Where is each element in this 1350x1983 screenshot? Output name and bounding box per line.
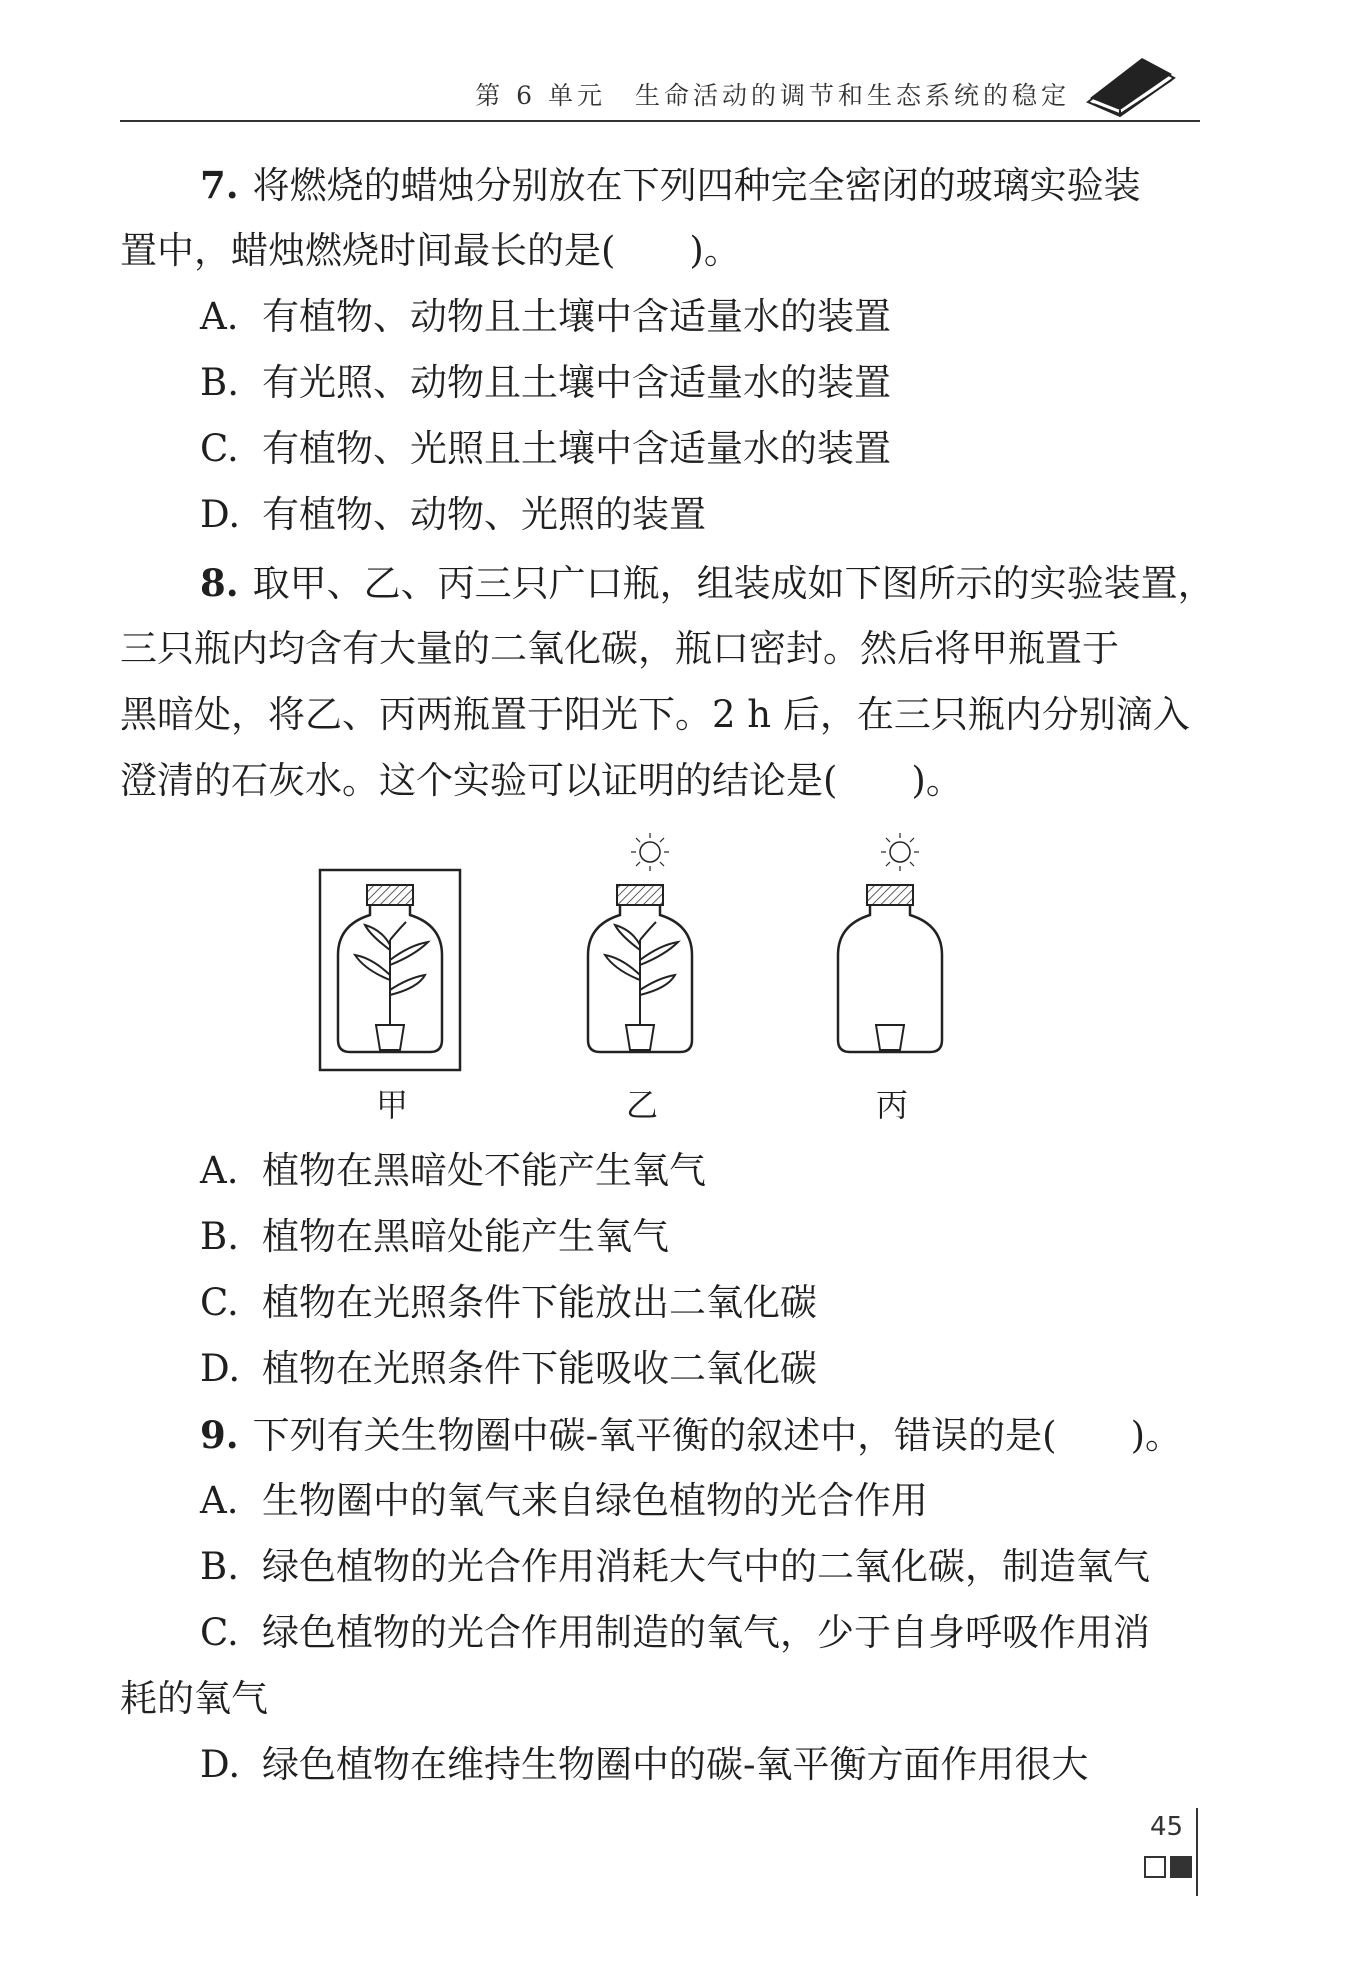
q7-stem-line1: 7. 将燃烧的蜡烛分别放在下列四种完全密闭的玻璃实验装 xyxy=(200,163,1141,207)
stopper-jia xyxy=(367,885,413,905)
jar-bing xyxy=(838,833,942,1052)
page-header xyxy=(120,60,1200,122)
q9-option-d: D. 绿色植物在维持生物圈中的碳-氧平衡方面作用很大 xyxy=(200,1743,1089,1786)
q7-option-c: C. 有植物、光照且土壤中含适量水的装置 xyxy=(200,427,891,470)
empty-square-icon xyxy=(1144,1856,1166,1878)
filled-square-icon xyxy=(1170,1856,1192,1878)
stopper-bing xyxy=(867,885,913,905)
footer-divider xyxy=(1196,1808,1198,1896)
pot-yi xyxy=(626,1025,654,1050)
q8-stem-line4: 澄清的石灰水。这个实验可以证明的结论是( )。 xyxy=(120,759,963,802)
q9-option-b: B. 绿色植物的光合作用消耗大气中的二氧化碳，制造氧气 xyxy=(200,1545,1150,1588)
q9-option-a: A. 生物圈中的氧气来自绿色植物的光合作用 xyxy=(200,1479,928,1522)
plant-icon-yi xyxy=(605,922,678,1025)
figure-label-yi: 乙 xyxy=(626,1086,659,1124)
figure-label-bing: 丙 xyxy=(876,1086,909,1124)
q8-number: 8. xyxy=(200,561,239,605)
q8-stem-line2: 三只瓶内均含有大量的二氧化碳，瓶口密封。然后将甲瓶置于 xyxy=(120,627,1119,670)
pot-bing xyxy=(876,1025,904,1050)
book-stack-icon xyxy=(1080,50,1180,118)
q7-option-d: D. 有植物、动物、光照的装置 xyxy=(200,493,706,536)
q9-number: 9. xyxy=(200,1413,239,1457)
q7-number: 7. xyxy=(200,163,239,207)
q8-option-c: C. 植物在光照条件下能放出二氧化碳 xyxy=(200,1281,817,1324)
q9-stem-line1: 9. 下列有关生物圈中碳-氧平衡的叙述中，错误的是( )。 xyxy=(200,1413,1183,1457)
q9-option-c: C. 绿色植物的光合作用制造的氧气，少于自身呼吸作用消 xyxy=(200,1611,1150,1654)
q8-option-d: D. 植物在光照条件下能吸收二氧化碳 xyxy=(200,1347,817,1390)
figure-label-jia: 甲 xyxy=(376,1086,409,1124)
q7-option-a: A. 有植物、动物且土壤中含适量水的装置 xyxy=(200,295,891,338)
q7-stem-line2: 置中，蜡烛燃烧时间最长的是( )。 xyxy=(120,229,741,272)
jar-jia xyxy=(320,870,460,1070)
q9-option-c-continuation: 耗的氧气 xyxy=(120,1677,268,1720)
jar-yi xyxy=(588,833,692,1052)
q8-option-a: A. 植物在黑暗处不能产生氧气 xyxy=(200,1149,706,1192)
page-number: 45 xyxy=(1150,1812,1184,1842)
plant-icon-jia xyxy=(355,922,428,1025)
pot-jia xyxy=(376,1025,404,1050)
q8-stem-line1: 8. 取甲、乙、丙三只广口瓶，组装成如下图所示的实验装置， xyxy=(200,561,1215,605)
experiment-figure xyxy=(310,830,1030,1130)
q8-option-b: B. 植物在黑暗处能产生氧气 xyxy=(200,1215,669,1258)
q7-option-b: B. 有光照、动物且土壤中含适量水的装置 xyxy=(200,361,891,404)
q8-stem-line3: 黑暗处，将乙、丙两瓶置于阳光下。2 h 后，在三只瓶内分别滴入 xyxy=(120,693,1190,736)
header-title: 第 6 单元 生命活动的调节和生态系统的稳定 xyxy=(475,81,1070,110)
sun-icon-yi xyxy=(631,833,669,871)
stopper-yi xyxy=(617,885,663,905)
sun-icon-bing xyxy=(881,833,919,871)
